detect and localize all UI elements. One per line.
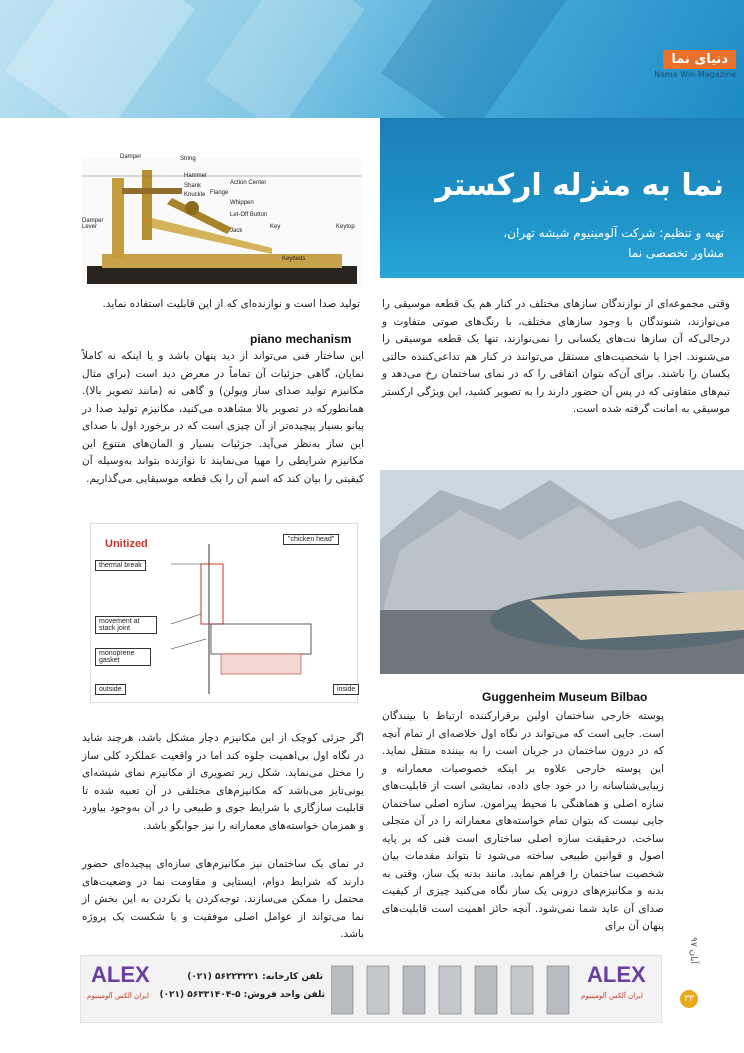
header-band bbox=[0, 0, 744, 118]
ad-phone-1: تلفن کارخانه: ۵۶۲۲۳۲۲۱ (۰۲۱) bbox=[187, 972, 323, 982]
diagram-label: outside bbox=[95, 684, 126, 695]
byline-2: مشاور تخصصی نما bbox=[628, 246, 724, 260]
ad-brand-left-sub: ایران آلکس آلومینیوم bbox=[87, 992, 149, 1000]
piano-label: Damper bbox=[120, 154, 142, 160]
piano-label: Shank bbox=[184, 183, 202, 189]
bilbao-text: پوسته خارجی ساختمان اولین برقرارکننده ارتباط با بینندگان است. جایی است که می‌تواند در نگاه اول خلاصه‌ای از تمام آنچه که در درون ساختمان در جریان است را به بیننده منتقل نماید. این پوسته خارجی علاوه بر اینکه خصوصیات معمارانه و زیبایی‌شناسانه را در خود جای داده، نمایشی است از قابلیت‌های سازه اصلی و هماهنگی با محیط پیرامون. سازه اصلی ساختمان جایی نیست که بتوان تمام خواسته‌های معمارانه را در آن متجلی ساخت. درحقیقت سازه اصلی ساختاری است فنی که بر پایه اصول و قوانین طبیعی ساخته می‌شود تا بتواند مقدمات بیان شخصیت ساختمان را فراهم نماید. مانند بدنه یک ساز، وقتی به بدنه و مکانیزم‌های درونی یک ساز نگاه می‌کنید چیزی از کیفیت صدای آن عاید شما نمی‌شود. آنچه حائز اهمیت است قابلیت‌های پنهان آن برای bbox=[382, 710, 664, 932]
piano-label: Keytop bbox=[336, 224, 355, 230]
piano-label: Flange bbox=[210, 190, 229, 196]
intro-text: وقتی مجموعه‌ای از نوازندگان سازهای مختلف در کنار هم یک قطعه موسیقی را می‌نوازند، شنوندگان با وجود سازهای مختلف، با رنگ‌های صوتی متفاوت و درحالی‌که آن سازها نت‌های یکسانی را نمی‌نوازند، تنها یک قطعه موسیقی را می‌شنوند. اجزا یا شخصیت‌های مستقل می‌توانند در کنار هم تداعی‌کننده حالتی یکسان را باشند. برای آن‌که بتوان اتفاقی را که در نمای ساختمان رخ می‌دهد و تیم‌های متفاوتی که در پس آن حضور دارند را به تصویر کشید، این ویژگی ارکستر موسیقی به امانت گرفته شده است. bbox=[382, 298, 730, 415]
piano-label: Jack bbox=[230, 228, 243, 234]
ad-brand-right: ALEX bbox=[587, 962, 646, 987]
piano-label: Key bbox=[270, 224, 281, 230]
page-number: ۳۳ bbox=[680, 990, 698, 1008]
piano-label: Whippen bbox=[230, 200, 254, 206]
ad-profiles-drawing bbox=[331, 962, 571, 1018]
footer-ad[interactable] bbox=[80, 955, 662, 1023]
diagram-label: thermal break bbox=[95, 560, 146, 571]
unitized-diagram bbox=[90, 523, 358, 703]
piano-label: Action Center bbox=[230, 180, 267, 186]
piano-label: Hammer bbox=[184, 173, 208, 179]
bilbao-illustration bbox=[380, 470, 744, 674]
piano-mechanism-figure bbox=[82, 154, 362, 288]
issue-date: آبان ۹۷ bbox=[688, 936, 698, 964]
ad-phone-2: تلفن واحد فروش: ۵-۵۶۳۳۱۴۰۴ (۰۲۱) bbox=[159, 990, 325, 1000]
magazine-logo bbox=[566, 50, 736, 82]
left-top-line: تولید صدا است و نوازنده‌ای که از این قابلیت استفاده نماید. bbox=[102, 298, 360, 310]
decor-facet bbox=[5, 0, 195, 118]
piano-heading: piano mechanism bbox=[250, 332, 352, 346]
byline-1: تهیه و تنظیم: شرکت آلومینیوم شیشه تهران، bbox=[503, 226, 724, 240]
piano-label: String bbox=[180, 156, 196, 162]
piano-mechanism-drawing bbox=[82, 158, 362, 288]
piano-label: Keybeds bbox=[282, 256, 306, 262]
logo-en: Nama Win Magazine bbox=[654, 70, 736, 79]
piano-label: Damper Lever bbox=[82, 218, 104, 230]
bottom-text-2: در نمای یک ساختمان نیز مکانیزم‌های سازه‌ای پیچیده‌ای حضور دارند که شرایط دوام، ایستایی و مقاومت نما در وضعیت‌های محتمل را ممکن می‌سازند. توجه‌کردن یا نکردن به این بخش از نما می‌تواند از عوامل اصلی موفقیت و یا شکست یک پروژه باشد. bbox=[82, 858, 364, 940]
diagram-label: monoprene gasket bbox=[95, 648, 151, 666]
decor-facet bbox=[381, 0, 569, 118]
ad-brand-right-sub: ایران آلکس آلومینیوم bbox=[581, 992, 643, 1000]
logo-fa: دنیای نما bbox=[663, 50, 736, 69]
piano-label: Knuckle bbox=[184, 192, 206, 198]
article-title: نما به منزله ارکستر bbox=[435, 168, 724, 203]
bilbao-heading: Guggenheim Museum Bilbao bbox=[482, 690, 648, 704]
diagram-label: movement at stack joint bbox=[95, 616, 157, 634]
piano-text: این ساختار فنی می‌تواند از دید پنهان باشد و یا اینکه نه کاملاً نمایان، گاهی جزئیات آن تماماً در معرض دید است (برای مثال مکانیزم تولید صدای ساز ویولن) و گاهی نه (مانند تصویر بالا). همانطورکه در تصویر بالا مشاهده می‌کنید، مکانیزم تولید صدا در پیانو بسیار پیچیده‌تر از آن چیزی است که در برخورد اول با صدای این ساز به‌نظر می‌آید. جزئیات بسیار و المان‌های متنوع این مکانیزم شرایطی را مهیا می‌نمایند تا نوازنده بتواند به‌وسیله آن کیفیتی را بیان کند که اسم آن را یک قطعه موسیقایی می‌گذاریم. bbox=[82, 350, 364, 485]
unitized-drawing bbox=[91, 524, 359, 704]
decor-facet bbox=[205, 0, 365, 118]
title-band bbox=[380, 118, 744, 278]
ad-brand-left: ALEX bbox=[91, 962, 150, 987]
diagram-label: inside bbox=[333, 684, 359, 695]
bottom-text-1: اگر جزئی کوچک از این مکانیزم دچار مشکل باشد، هرچند شاید در نگاه اول بی‌اهمیت جلوه کند اما در واقعیت عملکرد کلی ساز را مختل می‌نماید. شکل زیر تصویری از مکانیزم نمای شیشه‌ای یونی‌تایز می‌باشد که مکانیزم‌های مختلفی در آن تعبیه شده تا قابلیت سازگاری با شرایط جوی و طبیعی را در آن به‌وجود بیاورد و همزمان خواسته‌های معمارانه را نیز جوابگو باشد. bbox=[82, 732, 364, 832]
diagram-callout: "chicken head" bbox=[283, 534, 339, 545]
ad-profiles bbox=[331, 962, 571, 1018]
piano-label: Let-Off Button bbox=[230, 212, 268, 218]
bilbao-photo bbox=[380, 470, 744, 674]
diagram-title: Unitized bbox=[105, 538, 148, 550]
